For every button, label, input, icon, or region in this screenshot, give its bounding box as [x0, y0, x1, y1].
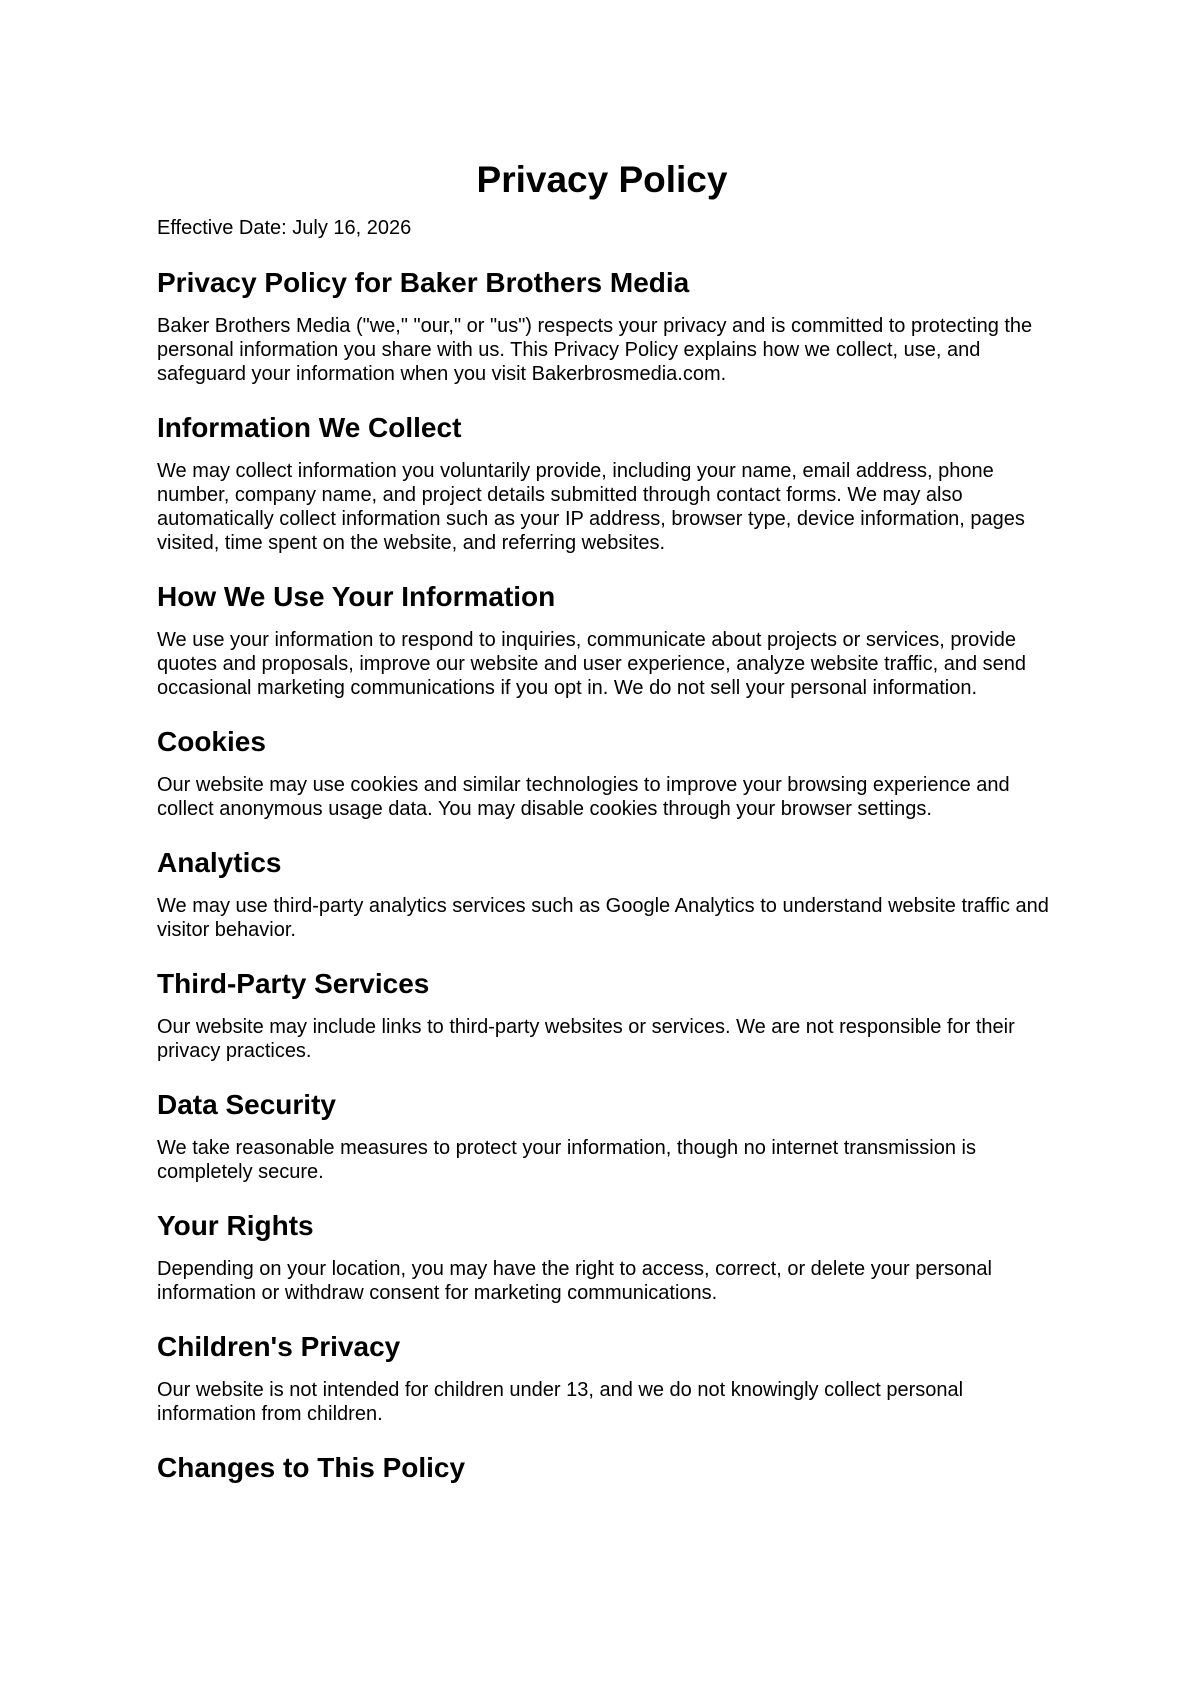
section-childrens-privacy	[157, 1330, 1057, 1426]
section-analytics	[157, 846, 1057, 942]
section-body: Our website is not intended for children under 13, and we do not knowingly collect personal information from children.	[157, 1379, 964, 1425]
section-information-we-collect	[157, 411, 1057, 555]
section-heading: Data Security	[157, 1089, 336, 1120]
section-body: We may collect information you voluntarily provide, including your name, email address, phone number, company name, and project details submitted through contact forms. We may also automatically collect information such as your IP address, browser type, device information, pages visited, time spent on the website, and referring websites.	[157, 460, 1025, 554]
section-heading: Privacy Policy for Baker Brothers Media	[157, 267, 690, 298]
section-changes-to-this-policy	[157, 1451, 1057, 1485]
section-heading: Third-Party Services	[157, 968, 430, 999]
section-body: Our website may include links to third-party websites or services. We are not responsible for their privacy practices.	[157, 1016, 1015, 1062]
effective-date: Effective Date: July 16, 2026	[157, 217, 412, 239]
section-data-security	[157, 1088, 1057, 1184]
section-heading: Analytics	[157, 847, 282, 878]
section-heading: How We Use Your Information	[157, 581, 556, 612]
section-body: Baker Brothers Media ("we," "our," or "us") respects your privacy and is committed to protecting the personal information you share with us. This Privacy Policy explains how we collect, use, and safeguard your information when you visit Bakerbrosmedia.com.	[157, 315, 1033, 385]
section-your-rights	[157, 1209, 1057, 1305]
section-body: We may use third-party analytics services such as Google Analytics to understand website traffic and visitor behavior.	[157, 895, 1049, 941]
section-body: Depending on your location, you may have the right to access, correct, or delete your personal information or withdraw consent for marketing communications.	[157, 1258, 992, 1304]
section-heading: Cookies	[157, 726, 266, 757]
section-third-party-services	[157, 967, 1057, 1063]
section-body: We use your information to respond to inquiries, communicate about projects or services, provide quotes and proposals, improve our website and user experience, analyze website traffic, and send occasional marketing communications if you opt in. We do not sell your personal information.	[157, 629, 1027, 699]
section-cookies	[157, 725, 1057, 821]
document-page	[157, 158, 1057, 1485]
section-heading: Information We Collect	[157, 412, 462, 443]
section-body: Our website may use cookies and similar technologies to improve your browsing experience and collect anonymous usage data. You may disable cookies through your browser settings.	[157, 774, 1010, 820]
section-heading: Children's Privacy	[157, 1331, 401, 1362]
section-body: We take reasonable measures to protect your information, though no internet transmission is completely secure.	[157, 1137, 976, 1183]
section-how-we-use-your-information	[157, 580, 1057, 700]
page-title: Privacy Policy	[476, 159, 728, 200]
section-heading: Changes to This Policy	[157, 1452, 466, 1483]
section-heading: Your Rights	[157, 1210, 314, 1241]
section-privacy-policy-for-baker-brothers-media	[157, 266, 1057, 386]
